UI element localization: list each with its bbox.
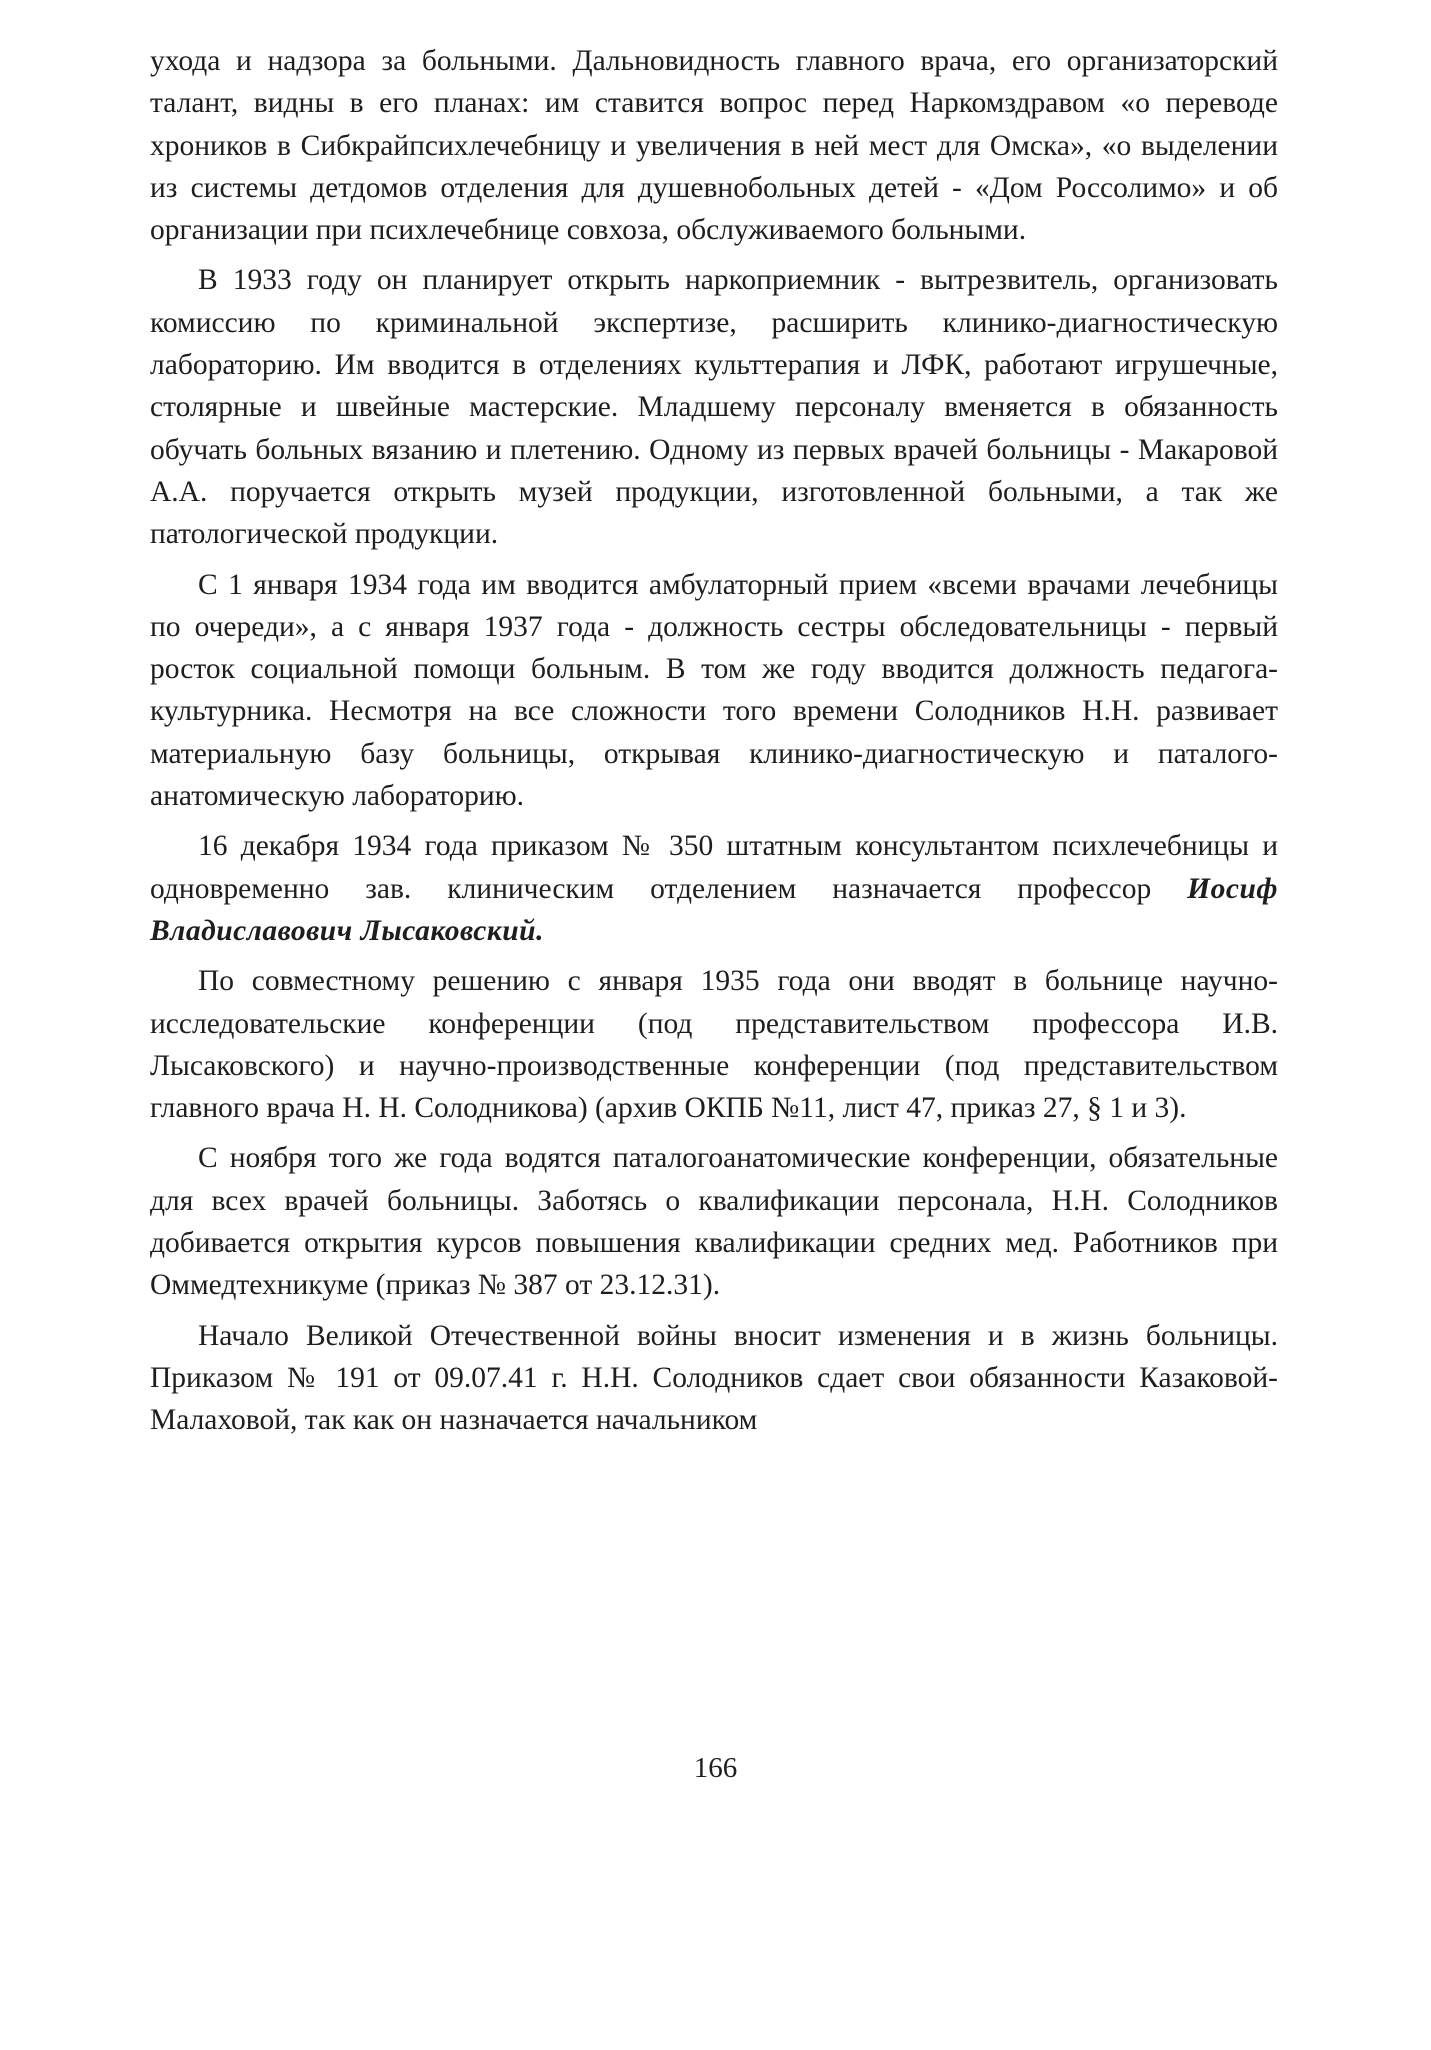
paragraph-4 bbox=[150, 825, 1278, 952]
paragraph-5: По совместному решению с января 1935 года они вводят в больнице научно-исследовательские конференции (под представительством профессора И.В. Лысаковского) и научно-производственные конференции (под представительством главного врача Н. Н. Солодникова) (архив ОКПБ №11, лист 47, приказ 27, § 1 и 3). bbox=[150, 965, 1278, 1125]
paragraph-3: С 1 января 1934 года им вводится амбулаторный прием «всеми врачами лечебницы по очереди», а с января 1937 года - должность сестры обследовательницы - первый росток социальной помощи больным. В том же году вводится должность педагога-культурника. Несмотря на все сложности того времени Солодников Н.Н. развивает материальную базу больницы, открывая клинико-диагностическую и паталого-анатомическую лабораторию. bbox=[150, 568, 1278, 813]
paragraph-7: Начало Великой Отечественной войны вносит изменения и в жизнь больницы. Приказом № 191 от 09.07.41 г. Н.Н. Солодников сдает свои обязанности Казаковой-Малаховой, так как он назначается начальником bbox=[150, 1319, 1278, 1437]
paragraph-4-text: 16 декабря 1934 года приказом № 350 штатным консультантом психлечебницы и одновременно зав. клиническим отделением назначается профессор bbox=[150, 830, 1278, 905]
document-page bbox=[150, 40, 1278, 1450]
paragraph-1: ухода и надзора за больными. Дальновидность главного врача, его организаторский талант, видны в его планах: им ставится вопрос перед Наркомздравом «о переводе хроников в Сибкрайпсихлечебницу и увеличения в ней мест для Омска», «о выделении из системы детдомов отделения для душевнобольных детей - «Дом Россолимо» и об организации при психлечебнице совхоза, обслуживаемого больными. bbox=[150, 45, 1278, 247]
professor-name: Иосиф Владиславович Лысаковский. bbox=[150, 872, 1278, 947]
paragraph-2: В 1933 году он планирует открыть наркоприемник - вытрезвитель, организовать комиссию по криминальной экспертизе, расширить клинико-диагностическую лабораторию. Им вводится в отделениях культтерапия и ЛФК, работают игрушечные, столярные и швейные мастерские. Младшему персоналу вменяется в обязанность обучать больных вязанию и плетению. Одному из первых врачей больницы - Макаровой А.А. поручается открыть музей продукции, изготовленной больными, а так же патологической продукции. bbox=[150, 264, 1278, 551]
page-number: 166 bbox=[693, 1752, 738, 1784]
paragraph-6: С ноября того же года водятся паталогоанатомические конференции, обязательные для всех врачей больницы. Заботясь о квалификации персонала, Н.Н. Солодников добивается открытия курсов повышения квалификации средних мед. Работников при Оммедтехникуме (приказ № 387 от 23.12.31). bbox=[150, 1142, 1278, 1302]
